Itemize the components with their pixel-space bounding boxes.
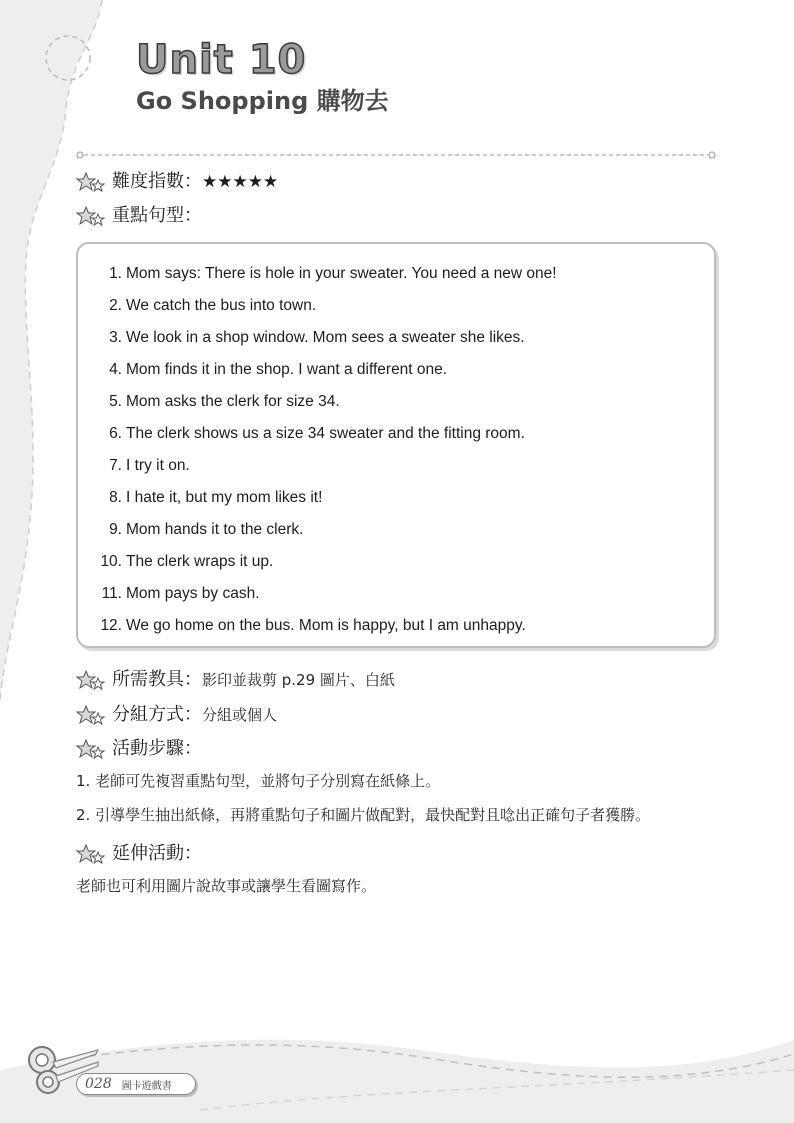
twin-star-icon <box>76 171 106 193</box>
sentence-number: 2. <box>109 297 122 314</box>
sentence-number: 11. <box>101 585 122 602</box>
sentence-item <box>78 418 557 450</box>
book-name: 圖卡遊戲書 <box>121 1080 172 1092</box>
sentence-item <box>78 258 557 290</box>
grouping-row <box>76 703 277 727</box>
key-sentences-label: 重點句型： <box>112 205 202 226</box>
sentence-text: We catch the bus into town. <box>126 297 317 314</box>
sentence-text: We go home on the bus. Mom is happy, but I am unhappy. <box>126 617 526 634</box>
sentence-number: 1. <box>109 265 122 282</box>
bottom-decorative-wave <box>0 1010 794 1123</box>
sentence-text: We look in a shop window. Mom sees a sweater she likes. <box>126 329 525 346</box>
sentence-text: Mom hands it to the clerk. <box>126 521 304 538</box>
sentence-item <box>78 354 557 386</box>
grouping-label: 分組方式： <box>112 704 202 725</box>
page-number: 028 <box>85 1076 112 1092</box>
sentence-number: 10. <box>100 553 122 570</box>
sentence-text: Mom asks the clerk for size 34. <box>126 393 340 410</box>
sentence-item <box>78 322 557 354</box>
page-footer-tab <box>76 1073 196 1095</box>
sentence-text: The clerk wraps it up. <box>126 553 274 570</box>
sentence-text: Mom finds it in the shop. I want a different one. <box>126 361 448 378</box>
difficulty-label: 難度指數： <box>112 171 202 192</box>
extension-row <box>76 842 202 866</box>
sentence-item <box>78 610 557 642</box>
unit-title: Unit 10 <box>136 37 307 83</box>
sentence-text: Mom pays by cash. <box>126 585 260 602</box>
unit-subtitle: Go Shopping 購物去 <box>136 87 389 115</box>
materials-value: 影印並裁剪 p.29 圖片、白紙 <box>202 671 395 689</box>
sentence-text: I hate it, but my mom likes it! <box>126 489 323 506</box>
difficulty-stars: ★★★★★ <box>202 172 279 192</box>
sentence-item <box>78 290 557 322</box>
sentence-item <box>78 450 557 482</box>
difficulty-row <box>76 170 278 194</box>
sentence-text: The clerk shows us a size 34 sweater and the fitting room. <box>126 425 525 442</box>
twin-star-icon <box>76 704 106 726</box>
sentence-number: 3. <box>109 329 122 346</box>
materials-label: 所需教具： <box>112 669 202 690</box>
sentence-number: 6. <box>109 425 122 442</box>
sentence-number: 4. <box>109 361 122 378</box>
extension-label: 延伸活動： <box>112 843 202 864</box>
key-sentences-row <box>76 204 202 228</box>
twin-star-icon <box>76 738 106 760</box>
twin-star-icon <box>76 669 106 691</box>
sentence-item <box>78 386 557 418</box>
materials-row <box>76 668 395 692</box>
sentence-number: 9. <box>109 521 122 538</box>
steps-label: 活動步驟： <box>112 738 202 759</box>
step-item: 2. 引導學生抽出紙條，再將重點句子和圖片做配對，最快配對且唸出正確句子者獲勝。 <box>76 806 651 824</box>
twin-star-icon <box>76 205 106 227</box>
sentence-item <box>78 514 557 546</box>
sentence-item <box>78 578 557 610</box>
sentence-item <box>78 482 557 514</box>
step-item: 1. 老師可先複習重點句型，並將句子分別寫在紙條上。 <box>76 772 441 790</box>
sentence-item <box>78 546 557 578</box>
sentence-text: I try it on. <box>126 457 190 474</box>
sentence-number: 8. <box>109 489 122 506</box>
dashed-divider <box>76 150 716 160</box>
sentence-number: 5. <box>109 393 122 410</box>
steps-row <box>76 737 202 761</box>
sentence-number: 12. <box>100 617 122 634</box>
sentence-list <box>78 258 557 642</box>
extension-text: 老師也可利用圖片說故事或讓學生看圖寫作。 <box>76 877 377 895</box>
twin-star-icon <box>76 843 106 865</box>
sentence-text: Mom says: There is hole in your sweater. You need a new one! <box>126 265 557 282</box>
sentence-number: 7. <box>109 457 122 474</box>
grouping-value: 分組或個人 <box>202 706 278 724</box>
key-sentences-box <box>76 242 716 648</box>
